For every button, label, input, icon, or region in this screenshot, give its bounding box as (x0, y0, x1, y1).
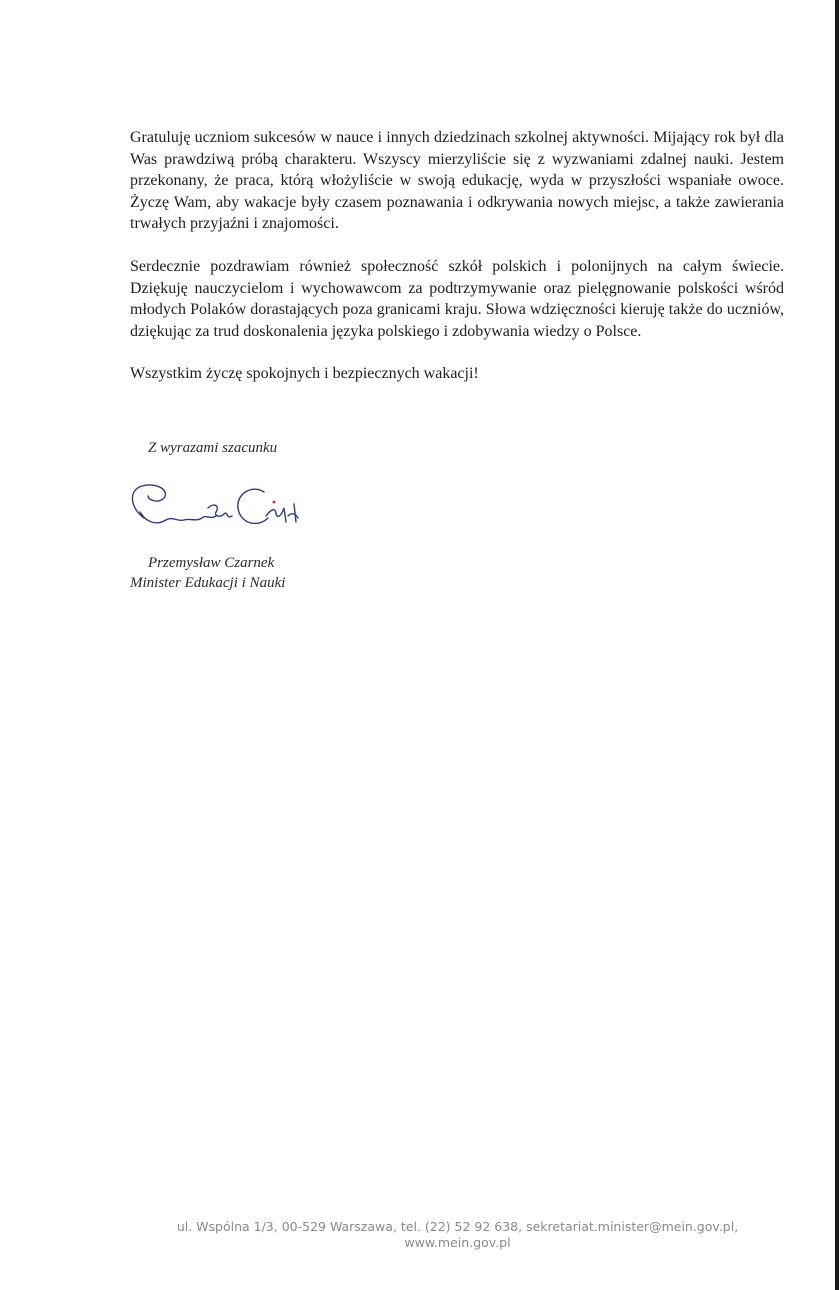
signer-block (130, 553, 285, 593)
signature-icon (126, 478, 311, 538)
paragraph-congratulations: Gratuluję uczniom sukcesów w nauce i innych dziedzinach szkolnej aktywności. Mijający rok był dla Was prawdziwą próbą charakteru. Wszyscy mierzyliście się z wyzwaniami zdalnej nauki. Jestem przekonany, że praca, którą włożyliście w swoją edukację, wyda w przyszłości wspaniałe owoce. Życzę Wam, aby wakacje były czasem poznawania i odkrywania nowych miejsc, a także zawierania trwałych przyjaźni i znajomości. (130, 129, 784, 233)
signer-title: Minister Edukacji i Nauki (130, 575, 286, 591)
paragraph-wishes: Wszystkim życzę spokojnych i bezpiecznych wakacji! (130, 365, 479, 383)
signer-name: Przemysław Czarnek (148, 555, 275, 571)
letter-body (130, 127, 784, 406)
footer-website: www.mein.gov.pl (404, 1235, 511, 1250)
paragraph-greetings: Serdecznie pozdrawiam również społeczność szkół polskich i polonijnych na całym świecie. Dziękuję nauczycielom i wychowawcom za podtrzymywanie oraz pielęgnowanie polskości wśród młodych Polaków dorastających poza granicami kraju. Słowa wdzięczności kieruję także do uczniów, dziękując za trud doskonalenia języka polskiego i zdobywania wiedzy o Polsce. (130, 257, 784, 340)
footer-contact (0, 1219, 839, 1251)
page-edge-divider (835, 0, 839, 1290)
closing-phrase: Z wyrazami szacunku (148, 440, 278, 456)
footer-address: ul. Wspólna 1/3, 00-529 Warszawa, tel. (22) 52 92 638, sekretariat.minister@mein.gov.pl, (176, 1219, 739, 1234)
